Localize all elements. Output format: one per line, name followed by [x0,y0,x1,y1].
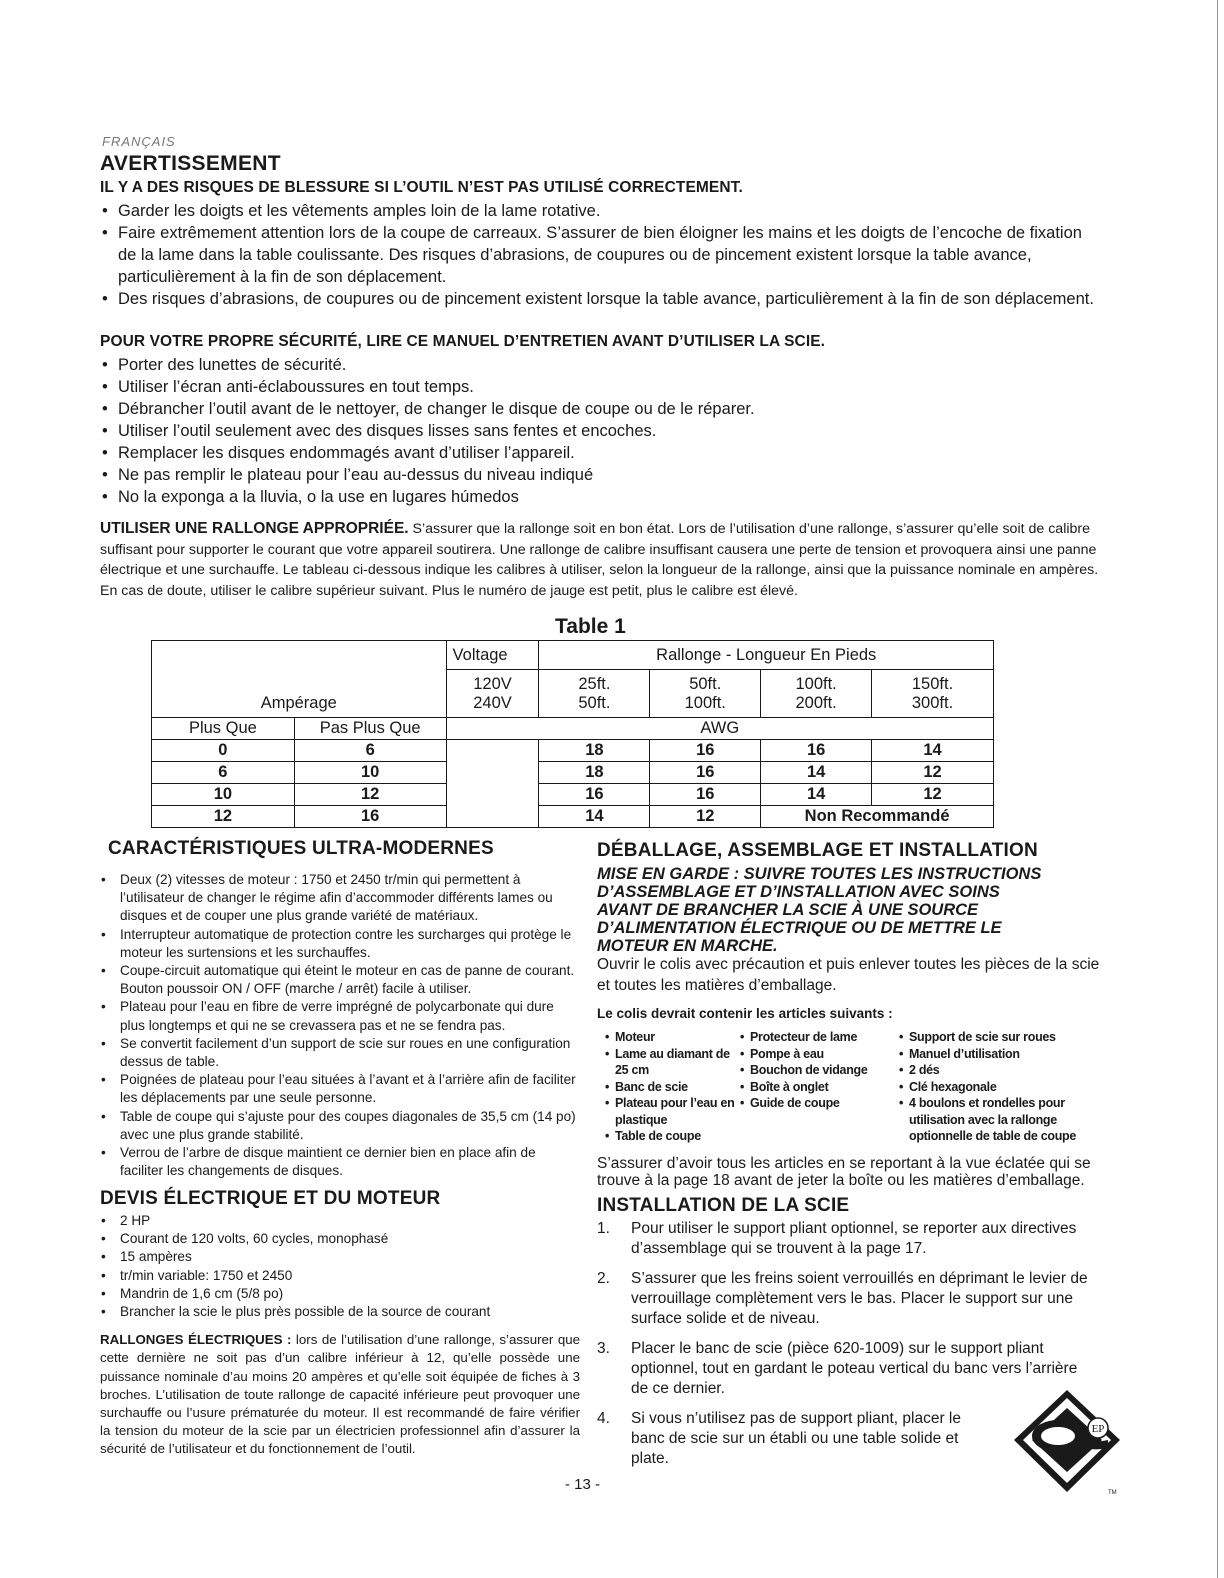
table-cell: 16 [650,762,761,784]
col-plus-que: Plus Que [152,718,295,740]
list-item: • Ne pas remplir le plateau pour l’eau au-dessus du niveau indiqué [100,464,1100,486]
table-cell: 12 [872,762,994,784]
table-cell: 10 [152,784,295,806]
length-120: 25ft. [578,674,611,693]
list-item: • Support de scie sur roues [899,1029,1099,1046]
table-row [152,784,994,806]
unpacking-section [597,840,1117,1189]
warning-heading-1: IL Y A DES RISQUES DE BLESSURE SI L’OUTIL N’EST PAS UTILISÉ CORRECTEMENT. [100,179,743,196]
step-number: 2. [597,1270,610,1287]
package-col-3 [899,1029,1099,1145]
list-item: • Moteur [605,1029,735,1046]
table-cell: 18 [539,740,650,762]
page-edge-line [1217,0,1218,1578]
list-item: • Plateau pour l’eau en fibre de verre imprégné de polycarbonate qui dure plus longtemps et qui ne se crevassera pas et ne se fendra pas. [100,998,580,1034]
features-title: CARACTÉRISTIQUES ULTRA-MODERNES [108,838,494,859]
list-item: • Remplacer les disques endommagés avant d’utiliser l’appareil. [100,442,1100,464]
empty-cell [446,740,539,828]
list-item: • Pompe à eau [740,1046,890,1063]
package-col-1 [605,1029,735,1145]
list-item: • Utiliser l’écran anti-éclaboussures en tout temps. [100,376,1100,398]
list-item: • Table de coupe qui s’ajuste pour des coupes diagonales de 35,5 cm (14 po) avec une plus grande stabilité. [100,1108,580,1144]
table-row [152,740,994,762]
list-item: • 2 dés [899,1062,1099,1079]
logo-letters: EP [1091,1423,1105,1435]
length-header: Rallonge - Longueur En Pieds [539,641,994,670]
unpacking-intro: Ouvrir le colis avec précaution et puis enlever toutes les pièces de la scie et toutes les matières d’emballage. [597,956,1100,994]
length-cell [539,670,650,718]
electric-cords-text: lors de l’utilisation d’une rallonge, s’assurer que cette dernière ne soit pas d’un calibre inférieur à 12, qu’elle possède une puissance nominale d’au moins 20 ampères et qu’elle soit équipée de fiches à 3 broches. L’utilisation de toute rallonge de capacité inférieure peut provoquer une surchauffe ou l’usure prématurée du moteur. Il est recommandé de faire vérifier la tension du moteur de la scie par un électricien professionnel afin d’assurer la sécurité de l’utilisateur et du fonctionnement de l’outil. [100,1332,581,1457]
list-item: • Débrancher l’outil avant de le nettoyer, de changer le disque de coupe ou de le réparer. [100,398,1100,420]
length-240: 50ft. [578,693,611,712]
table-cell: 16 [761,740,872,762]
list-item: • Guide de coupe [740,1095,890,1112]
list-item: • Clé hexagonale [899,1079,1099,1096]
language-label: FRANÇAIS [102,134,176,149]
list-item: • Lame au diamant de 25 cm [605,1046,735,1079]
list-item: • tr/min variable: 1750 et 2450 [100,1267,580,1285]
table-row [152,806,994,828]
list-item: • Manuel d’utilisation [899,1046,1099,1063]
table-cell: 16 [539,784,650,806]
installation-title: INSTALLATION DE LA SCIE [597,1195,850,1216]
unpacking-title: DÉBALLAGE, ASSEMBLAGE ET INSTALLATION [597,840,1038,861]
list-item: • Mandrin de 1,6 cm (5/8 po) [100,1285,580,1303]
list-item: • Garder les doigts et les vêtements amples loin de la lame rotative. [100,200,1100,222]
table-cell: 6 [152,762,295,784]
features-section [100,838,580,1180]
gauge-table [151,640,994,828]
table-cell: 6 [294,740,446,762]
step-number: 4. [597,1410,610,1427]
warning-heading-2: POUR VOTRE PROPRE SÉCURITÉ, LIRE CE MANUEL D’ENTRETIEN AVANT D’UTILISER LA SCIE. [100,333,826,350]
list-item: • Plateau pour l’eau en plastique [605,1095,735,1128]
step-item [597,1219,1087,1259]
list-item: • Interrupteur automatique de protection contre les surcharges qui protège le moteur les surtensions et les surchauffes. [100,926,580,962]
step-text: Si vous n’utilisez pas de support pliant, placer le banc de scie sur un établi ou une table solide et plate. [631,1410,961,1467]
length-240: 200ft. [795,693,837,712]
specs-title: DEVIS ÉLECTRIQUE ET DU MOTEUR [100,1188,441,1209]
voltage-header: Voltage [446,641,539,670]
table-cell: 12 [152,806,295,828]
list-item: • Se convertit facilement d’un support de scie sur roues en une configuration dessus de table. [100,1035,580,1071]
warning-list-1 [100,200,1100,310]
electric-cords-paragraph [100,1331,580,1458]
list-item: • Bouchon de vidange [740,1062,890,1079]
extension-cord-text: S’assurer que la rallonge soit en bon état. Lors de l’utilisation d’une rallonge, s’assurer qu’elle soit de calibre suffisant pour supporter le courant que votre appareil soutirera. Une rallonge de calibre insuffisant causera une perte de tension et provoquera ainsi une panne électrique et une surchauffe. Le tableau ci-dessous indique les calibres à utiliser, selon la longueur de la rallonge, ainsi que la puissance nominale en ampères. En cas de doute, utiliser le calibre supérieur suivant. Plus le numéro de jauge est petit, plus le calibre est élevé. [100,521,1099,599]
list-item: • Des risques d’abrasions, de coupures ou de pincement existent lorsque la table avance, particulièrement à la fin de son déplacement. [100,288,1100,310]
logo-trademark: TM [1108,1490,1117,1496]
qep-logo [1012,1388,1122,1498]
table-cell: 12 [872,784,994,806]
page-title: AVERTISSEMENT [100,152,281,175]
step-text: S’assurer que les freins soient verrouillés en déprimant le levier de verrouillage complètement vers le bas. Placer le support sur une surface solide et de niveau. [631,1270,1088,1327]
table-cell-not-recommended: Non Recommandé [761,806,994,828]
list-item: • 15 ampères [100,1248,580,1266]
step-number: 3. [597,1340,610,1357]
package-contents [597,1029,1117,1147]
length-cell [650,670,761,718]
length-240: 300ft. [911,693,954,712]
list-item: • Table de coupe [605,1128,735,1145]
table-cell: 16 [650,784,761,806]
length-120: 150ft. [911,674,954,693]
table-cell: 16 [294,806,446,828]
list-item: • Faire extrêmement attention lors de la coupe de carreaux. S’assurer de bien éloigner les mains et les doigts de l’encoche de fixation de la lame dans la table coulissante. Des risques d’abrasions, de coupures ou de pincement existent lorsque la table avance, particulièrement à la fin de son déplacement. [100,222,1100,288]
table-cell: 12 [294,784,446,806]
package-col-2 [740,1029,890,1112]
table-cell: 14 [872,740,994,762]
list-item: • 4 boulons et rondelles pour utilisation avec la rallonge optionnelle de table de coupe [899,1095,1099,1145]
step-text: Placer le banc de scie (pièce 620-1009) sur le support pliant optionnel, tout en gardant le poteau vertical du banc vers l’arrière de ce dernier. [631,1340,1078,1397]
table-title: Table 1 [555,615,626,638]
unpacking-outro: S’assurer d’avoir tous les articles en se reportant à la vue éclatée qui se trouve à la page 18 avant de jeter la boîte ou les matières d’emballage. [597,1155,1091,1189]
page-number: - 13 - [565,1476,601,1493]
list-item: • Deux (2) vitesses de moteur : 1750 et 2450 tr/min qui permettent à l’utilisateur de changer le régime afin d’accommoder différents lames ou disques et de couper une plus grande variété de matériaux. [100,871,580,926]
length-240: 100ft. [684,693,726,712]
step-number: 1. [597,1220,610,1237]
table-cell: 14 [539,806,650,828]
length-120: 100ft. [795,674,837,693]
amperage-header: Ampérage [152,641,447,718]
list-item: • Poignées de plateau pour l’eau situées à l’avant et à l’arrière afin de faciliter les déplacements par une seule personne. [100,1071,580,1107]
extension-cord-lead: UTILISER UNE RALLONGE APPROPRIÉE. [100,520,409,537]
list-item: • Banc de scie [605,1079,735,1096]
list-item: • Utiliser l’outil seulement avec des disques lisses sans fentes et encoches. [100,420,1100,442]
list-item: • 2 HP [100,1212,580,1230]
specs-section [100,1188,580,1459]
col-pas-plus-que: Pas Plus Que [294,718,446,740]
extension-cord-paragraph [100,519,1110,601]
list-item: • Protecteur de lame [740,1029,890,1046]
table-cell: 0 [152,740,295,762]
table-row [152,762,994,784]
warning-list-2 [100,354,1100,508]
list-item: • Boîte à onglet [740,1079,890,1096]
table-cell: 14 [761,784,872,806]
specs-list [100,1212,580,1321]
package-contents-title: Le colis devrait contenir les articles suivants : [597,1006,893,1021]
voltage-cell [446,670,539,718]
voltage-240: 240V [473,693,512,712]
electric-cords-lead: RALLONGES ÉLECTRIQUES : [100,1332,292,1348]
table-cell: 18 [539,762,650,784]
list-item: • Coupe-circuit automatique qui éteint le moteur en cas de panne de courant. Bouton poussoir ON / OFF (marche / arrêt) facile à utiliser. [100,962,580,998]
step-item [597,1409,997,1469]
step-item [597,1269,1102,1329]
length-cell [872,670,994,718]
voltage-120: 120V [473,674,512,693]
table-cell: 14 [761,762,872,784]
features-list [100,871,580,1180]
table-cell: 10 [294,762,446,784]
table-cell: 16 [650,740,761,762]
list-item: • Verrou de l’arbre de disque maintient ce dernier bien en place afin de faciliter les changements de disques. [100,1144,580,1180]
table-cell: 12 [650,806,761,828]
length-cell [761,670,872,718]
awg-header: AWG [446,718,993,740]
length-120: 50ft. [689,674,722,693]
list-item: • No la exponga a la lluvia, o la use en lugares húmedos [100,486,1100,508]
step-text: Pour utiliser le support pliant optionnel, se reporter aux directives d’assemblage qui se trouvent à la page 17. [631,1220,1077,1257]
list-item: • Porter des lunettes de sécurité. [100,354,1100,376]
unpacking-warning: MISE EN GARDE : SUIVRE TOUTES LES INSTRUCTIONS D’ASSEMBLAGE ET D’INSTALLATION AVEC SOINS AVANT DE BRANCHER LA SCIE À UNE SOURCE D’ALIMENTATION ÉLECTRIQUE OU DE METTRE LE MOTEUR EN MARCHE. [597,865,1042,955]
list-item: • Courant de 120 volts, 60 cycles, monophasé [100,1230,580,1248]
list-item: • Brancher la scie le plus près possible de la source de courant [100,1303,580,1321]
